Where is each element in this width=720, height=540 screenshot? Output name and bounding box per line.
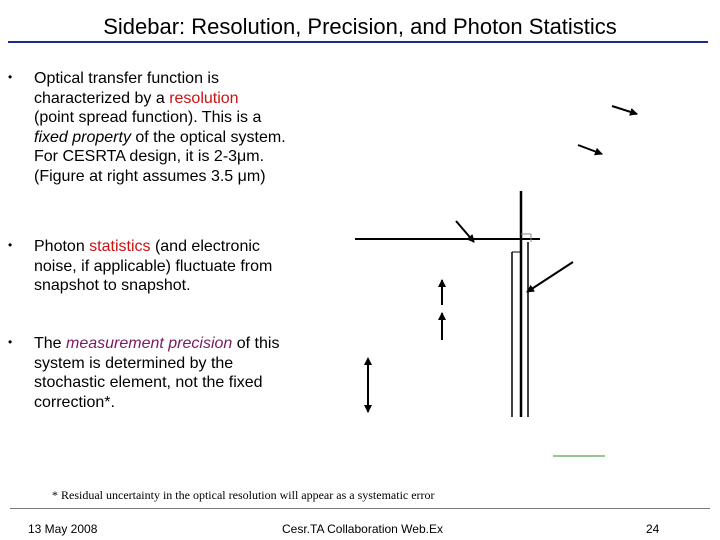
- text-line: correction*.: [34, 393, 115, 411]
- page-number: 24: [646, 522, 660, 536]
- footer-divider: [10, 508, 710, 509]
- text-line: characterized by a: [34, 89, 170, 107]
- text-line: of this: [232, 335, 280, 352]
- text-line: system is determined by the: [34, 354, 234, 372]
- text-line: Photon: [34, 238, 90, 255]
- footer-date: 13 May 2008: [28, 522, 98, 536]
- bullet-marker: •: [8, 335, 13, 349]
- slide-title: Sidebar: Resolution, Precision, and Photon Statistics: [103, 14, 617, 39]
- highlight-measurement-precision: measurement precision: [66, 335, 233, 352]
- mu-symbol: μ: [237, 167, 247, 185]
- arrow-icon: [578, 145, 602, 154]
- text-line: m.: [246, 148, 265, 165]
- text-line: (and electronic: [150, 238, 260, 255]
- text-line: of the optical system.: [130, 128, 286, 146]
- text-line: The: [34, 335, 67, 352]
- text-line: (point spread function). This is a: [34, 109, 262, 126]
- arrow-icon: [612, 106, 637, 114]
- footnote: * Residual uncertainty in the optical resolution will appear as a systematic error: [52, 488, 435, 502]
- footer-center: Cesr.TA Collaboration Web.Ex: [282, 522, 443, 536]
- text-line: Optical transfer function is: [34, 70, 219, 87]
- text-line: noise, if applicable) fluctuate from: [34, 257, 273, 275]
- bullet-marker: •: [8, 70, 13, 84]
- highlight-fixed-property: fixed property: [34, 128, 131, 146]
- highlight-statistics: statistics: [89, 238, 151, 255]
- arrow-icon: [527, 262, 573, 292]
- highlight-resolution: resolution: [169, 89, 239, 107]
- text-line: m): [246, 167, 266, 185]
- text-line: For CESRTA design, it is 2-3: [34, 148, 238, 165]
- text-line: (Figure at right assumes 3.5: [34, 167, 238, 185]
- text-line: snapshot to snapshot.: [34, 277, 191, 294]
- mu-symbol: μ: [237, 148, 247, 165]
- bullet-marker: •: [8, 238, 13, 252]
- text-line: stochastic element, not the fixed: [34, 374, 263, 391]
